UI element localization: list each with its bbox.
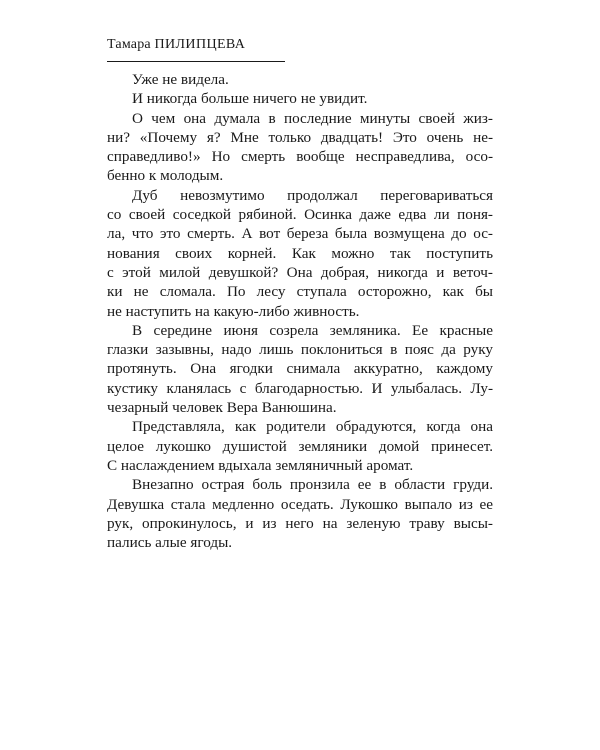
text-line: бенно к молодым. (107, 167, 224, 185)
paragraph (107, 186, 493, 321)
paragraph (107, 321, 493, 417)
text-line: кустику кланялась с благодарностью. И улыбалась. Лу- (107, 379, 493, 397)
text-line: Внезапно острая боль пронзила ее в области груди. (132, 476, 493, 494)
text-line: О чем она думала в последние минуты своей жиз- (132, 109, 493, 127)
text-line: целое лукошко душистой земляники домой принесет. (107, 437, 493, 455)
header-rule (107, 61, 285, 62)
text-line: со своей соседкой рябиной. Осинка даже едва ли поня- (107, 206, 493, 224)
text-line: Представляла, как родители обрадуются, когда она (132, 418, 493, 436)
paragraph (107, 475, 493, 552)
running-head (107, 37, 245, 53)
text-line: С наслаждением вдыхала земляничный аромат. (107, 456, 414, 474)
author-first-name: Тамара (107, 37, 151, 52)
paragraph (107, 417, 493, 475)
paragraph (107, 70, 493, 89)
text-line: пались алые ягоды. (107, 534, 233, 552)
text-line: ла, что это смерть. А вот береза была возмущена до ос- (107, 225, 493, 243)
text-line: протянуть. Она ягодки снимала аккуратно, каждому (107, 360, 493, 378)
text-line: И никогда больше ничего не увидит. (132, 90, 368, 108)
text-line: нования своих корней. Как можно так поступить (107, 244, 493, 262)
text-line: с этой милой девушкой? Она добрая, никогда и веточ- (107, 263, 493, 281)
author-last-name: ПИЛИПЦЕВА (154, 37, 246, 52)
paragraph (107, 89, 493, 108)
text-line: Уже не видела. (132, 71, 229, 88)
text-line: справедливо!» Но смерть вообще несправедлива, осо- (107, 148, 493, 166)
text-line: глазки зазывны, надо лишь поклониться в пояс да руку (107, 341, 493, 359)
text-line: чезарный человек Вера Ванюшина. (107, 399, 337, 417)
body-text (107, 70, 493, 552)
text-line: Дуб невозмутимо продолжал переговариваться (132, 186, 493, 204)
text-line: Девушка стала медленно оседать. Лукошко выпало из ее (107, 495, 493, 513)
text-line: рук, опрокинулось, и из него на зеленую траву высы- (107, 514, 493, 532)
text-line: В середине июня созрела земляника. Ее красные (132, 321, 493, 339)
text-line: ни? «Почему я? Мне только двадцать! Это очень не- (107, 128, 493, 146)
text-line: ки не сломала. По лесу ступала осторожно, как бы (107, 283, 493, 301)
paragraph (107, 109, 493, 186)
text-line: не наступить на какую-либо живность. (107, 302, 360, 320)
